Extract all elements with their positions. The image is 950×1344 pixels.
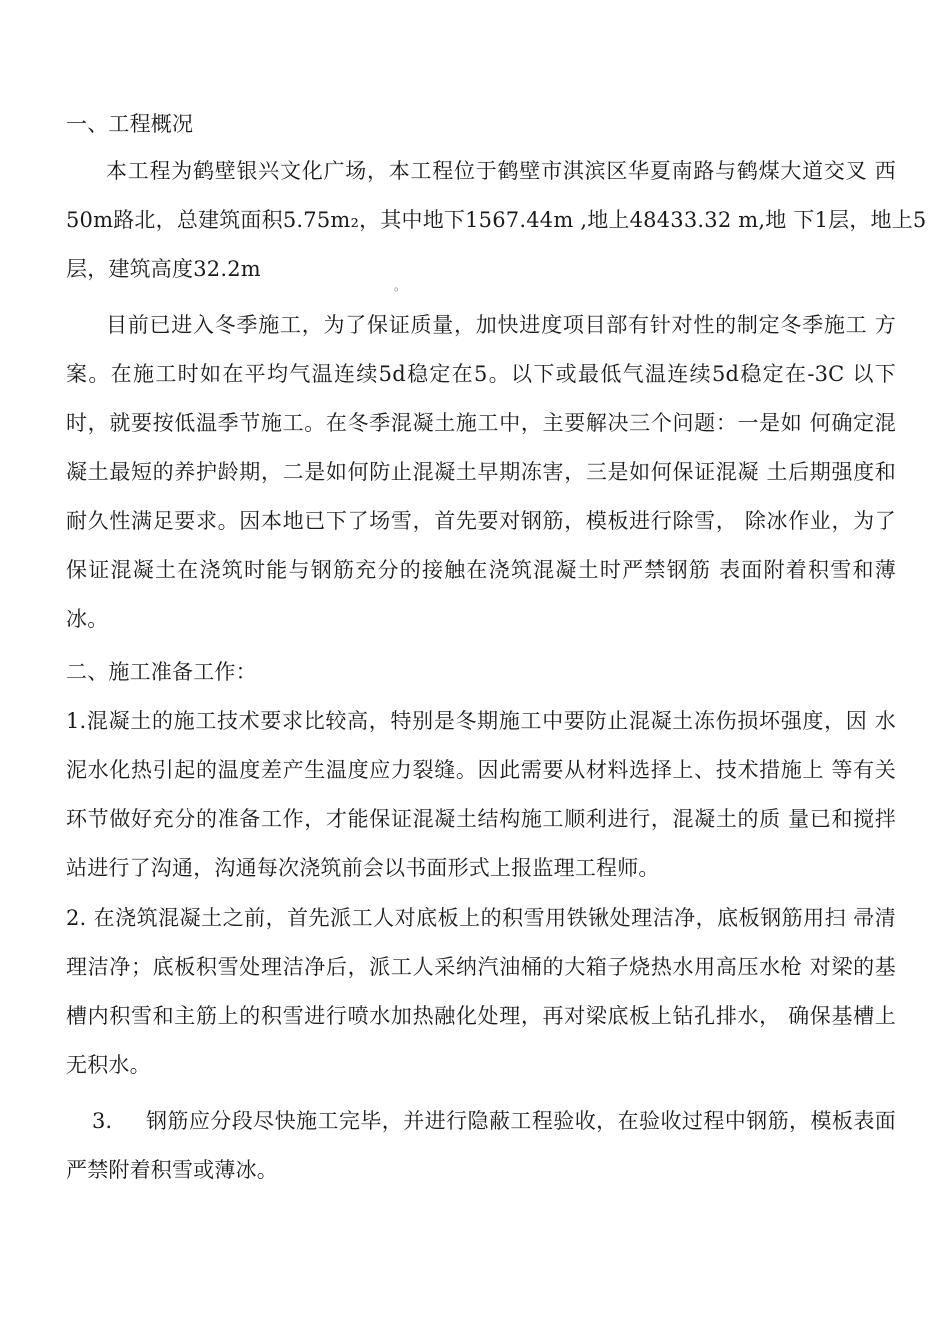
item2-line-3: 槽内积雪和主筋上的积雪进行喷水加热融化处理，再对梁底板上钻孔排水， 确保基槽上 [66,1004,896,1028]
para2-line-3: 时，就要按低温季节施工。在冬季混凝土施工中，主要解决三个问题：一是如 何确定混 [66,411,896,435]
section1-heading: 一、工程概况 [66,112,194,136]
item1-line-2: 泥水化热引起的温度差产生温度应力裂缝。因此需要从材料选择上、技术措施上 等有关 [66,758,896,782]
item2-line-4: 无积水。 [66,1053,151,1077]
para1-line-3: 层，建筑高度32.2m [66,257,261,281]
item3-number: 3. [92,1109,113,1133]
item1-line-3: 环节做好充分的准备工作，才能保证混凝土结构施工顺利进行，混凝土的质 量已和搅拌 [66,807,896,831]
section2-heading: 二、施工准备工作： [66,660,257,684]
item1-line-4: 站进行了沟通，沟通每次浇筑前会以书面形式上报监理工程师。 [66,856,660,880]
para2-line-5: 耐久性满足要求。因本地已下了场雪，首先要对钢筋，模板进行除雪， 除冰作业，为了 [66,509,896,533]
para2-line-7: 冰。 [66,607,109,631]
stray-mark: 。 [394,279,407,293]
item2-line-2: 理洁净；底板积雪处理洁净后，派工人采纳汽油桶的大箱子烧热水用高压水枪 对梁的基 [66,955,896,979]
item3-line-1: 钢筋应分段尽快施工完毕，并进行隐蔽工程验收，在验收过程中钢筋，模板表面 [146,1109,896,1133]
item1-line-1: 1.混凝土的施工技术要求比较高，特别是冬期施工中要防止混凝土冻伤损坏强度，因 水 [66,709,896,733]
item3-line-2: 严禁附着积雪或薄冰。 [66,1158,278,1182]
para2-line-6: 保证混凝土在浇筑时能与钢筋充分的接触在浇筑混凝土时严禁钢筋 表面附着积雪和薄 [66,558,896,582]
para2-line-2: 案。在施工时如在平均气温连续5d稳定在5。以下或最低气温连续5d稳定在-3C 以下 [66,362,896,386]
para2-line-1: 目前已进入冬季施工，为了保证质量，加快进度项目部有针对性的制定冬季施工 方 [106,313,896,337]
para1-line-1: 本工程为鹤壁银兴文化广场，本工程位于鹤壁市淇滨区华夏南路与鹤煤大道交叉 西 [106,159,896,183]
para2-line-4: 凝土最短的养护龄期，二是如何防止混凝土早期冻害，三是如何保证混凝 土后期强度和 [66,460,896,484]
item2-line-1: 2. 在浇筑混凝土之前，首先派工人对底板上的积雪用铁锹处理洁净，底板钢筋用扫 帚清 [66,906,896,930]
para1-line-2: 50m路北，总建筑面积5.75m₂，其中地下1567.44m ,地上48433.32 m,地 下1层，地上5 [66,208,927,232]
